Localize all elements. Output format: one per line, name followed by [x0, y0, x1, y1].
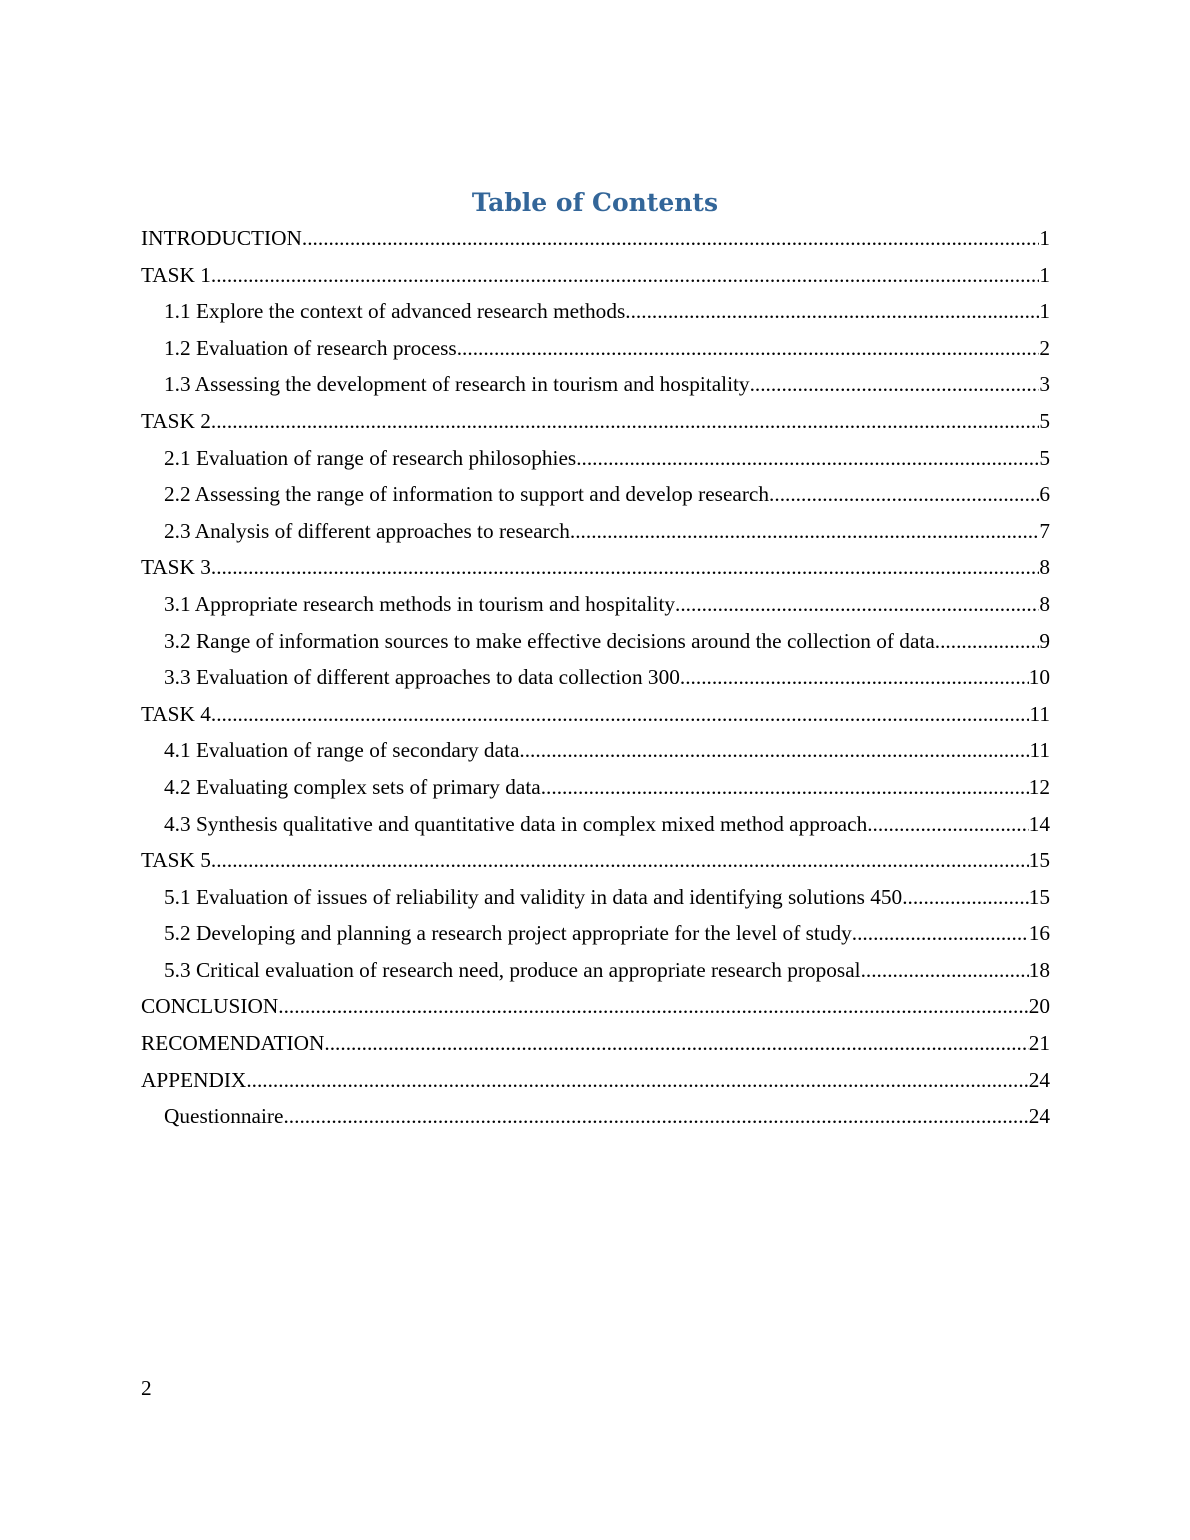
toc-entry-page-number: 21	[1028, 1031, 1050, 1056]
toc-entry-subsection[interactable]	[141, 476, 1050, 513]
toc-entry-label: 4.3 Synthesis qualitative and quantitative data in complex mixed method approach	[164, 811, 868, 836]
toc-entry-page-number: 24	[1028, 1104, 1050, 1129]
toc-dot-leader	[541, 769, 1029, 806]
toc-entry-subsection[interactable]	[141, 952, 1050, 989]
toc-entry-label: 4.1 Evaluation of range of secondary data	[164, 738, 520, 763]
toc-entry-section[interactable]	[141, 257, 1050, 294]
toc-entry-subsection[interactable]	[141, 879, 1050, 916]
toc-entry-page-number: 15	[1028, 884, 1050, 909]
toc-entry-label: 5.3 Critical evaluation of research need, produce an appropriate research proposal	[164, 957, 861, 982]
toc-dot-leader	[867, 806, 1028, 843]
toc-entry-page-number: 10	[1028, 665, 1050, 690]
toc-dot-leader	[576, 440, 1039, 477]
toc-entry-subsection[interactable]	[141, 293, 1050, 330]
toc-entry-subsection[interactable]	[141, 366, 1050, 403]
toc-dot-leader	[283, 1098, 1028, 1135]
toc-dot-leader	[675, 586, 1039, 623]
toc-entry-section[interactable]	[141, 696, 1050, 733]
toc-entry-label: 2.1 Evaluation of range of research philosophies	[164, 445, 577, 470]
toc-dot-leader	[211, 696, 1030, 733]
toc-entry-page-number: 1	[1039, 226, 1050, 250]
toc-dot-leader	[211, 257, 1039, 294]
toc-entry-page-number: 18	[1028, 957, 1050, 982]
toc-entry-label: TASK 3	[141, 555, 211, 580]
toc-entry-page-number: 16	[1028, 921, 1050, 946]
toc-dot-leader	[935, 623, 1040, 660]
toc-entry-label: 5.1 Evaluation of issues of reliability and validity in data and identifying solutions 450	[164, 884, 903, 909]
toc-dot-leader	[211, 549, 1039, 586]
toc-entry-page-number: 20	[1028, 994, 1050, 1019]
toc-entry-section[interactable]	[141, 549, 1050, 586]
toc-entry-page-number: 15	[1028, 848, 1050, 873]
toc-entry-label: APPENDIX	[141, 1067, 247, 1092]
toc-dot-leader	[902, 879, 1029, 916]
toc-entry-page-number: 24	[1028, 1067, 1050, 1092]
toc-entry-page-number: 8	[1039, 555, 1050, 580]
toc-entry-label: 1.2 Evaluation of research process	[164, 335, 457, 360]
toc-entry-subsection[interactable]	[141, 659, 1050, 696]
toc-entry-label: TASK 4	[141, 701, 211, 726]
toc-entry-page-number: 2	[1039, 335, 1050, 360]
toc-entry-label: 3.2 Range of information sources to make effective decisions around the collection of data	[164, 628, 935, 653]
toc-dot-leader	[211, 842, 1029, 879]
toc-entry-page-number: 5	[1039, 408, 1050, 433]
toc-dot-leader	[625, 293, 1039, 330]
toc-entry-page-number: 5	[1039, 445, 1050, 470]
toc-dot-leader	[769, 476, 1039, 513]
toc-entry-label: TASK 1	[141, 262, 211, 287]
toc-dot-leader	[570, 513, 1039, 550]
toc-entry-subsection[interactable]	[141, 915, 1050, 952]
toc-entry-page-number: 7	[1039, 518, 1050, 543]
toc-entry-label: 1.3 Assessing the development of research in tourism and hospitality	[164, 372, 750, 397]
toc-dot-leader	[302, 220, 1039, 257]
toc-entry-label: 2.2 Assessing the range of information to support and develop research	[164, 482, 770, 507]
toc-entry-page-number: 9	[1039, 628, 1050, 653]
toc-entry-page-number: 6	[1039, 482, 1050, 507]
toc-entry-subsection[interactable]	[141, 623, 1050, 660]
toc-dot-leader	[750, 366, 1040, 403]
toc-dot-leader	[861, 952, 1029, 989]
toc-entry-label: CONCLUSION	[141, 994, 279, 1019]
toc-dot-leader	[324, 1025, 1028, 1062]
toc-entry-section[interactable]	[141, 220, 1050, 257]
toc-entry-label: 3.3 Evaluation of different approaches to data collection 300	[164, 665, 680, 690]
toc-entry-label: Questionnaire	[164, 1104, 284, 1129]
toc-entry-page-number: 3	[1039, 372, 1050, 397]
toc-entry-section[interactable]	[141, 403, 1050, 440]
toc-entry-subsection[interactable]	[141, 330, 1050, 367]
toc-entry-page-number: 14	[1028, 811, 1050, 836]
toc-entry-page-number: 8	[1039, 591, 1050, 616]
toc-dot-leader	[680, 659, 1029, 696]
toc-entry-label: RECOMENDATION	[141, 1031, 325, 1056]
toc-entry-subsection[interactable]	[141, 732, 1050, 769]
toc-entry-subsection[interactable]	[141, 806, 1050, 843]
toc-entry-label: TASK 2	[141, 408, 211, 433]
toc-heading: Table of Contents	[471, 188, 719, 217]
table-of-contents	[141, 220, 1050, 1135]
toc-entry-page-number: 1	[1039, 299, 1050, 324]
toc-entry-label: 2.3 Analysis of different approaches to research	[164, 518, 570, 543]
toc-entry-page-number: 11	[1029, 701, 1050, 726]
toc-entry-section[interactable]	[141, 1025, 1050, 1062]
toc-entry-label: 1.1 Explore the context of advanced research methods	[164, 299, 626, 324]
toc-entry-subsection[interactable]	[141, 586, 1050, 623]
toc-entry-label: 3.1 Appropriate research methods in tourism and hospitality	[164, 591, 676, 616]
toc-entry-section[interactable]	[141, 1062, 1050, 1099]
toc-dot-leader	[457, 330, 1040, 367]
toc-entry-section[interactable]	[141, 842, 1050, 879]
page-number: 2	[141, 1376, 152, 1400]
toc-entry-page-number: 12	[1028, 774, 1050, 799]
toc-entry-label: 5.2 Developing and planning a research project appropriate for the level of study	[164, 921, 852, 946]
toc-dot-leader	[519, 732, 1029, 769]
toc-entry-subsection[interactable]	[141, 769, 1050, 806]
toc-entry-page-number: 1	[1039, 262, 1050, 287]
toc-entry-label: INTRODUCTION	[141, 226, 302, 250]
toc-dot-leader	[278, 988, 1028, 1025]
toc-entry-subsection[interactable]	[141, 1098, 1050, 1135]
toc-dot-leader	[211, 403, 1039, 440]
toc-dot-leader	[852, 915, 1029, 952]
toc-entry-section[interactable]	[141, 988, 1050, 1025]
toc-dot-leader	[246, 1062, 1028, 1099]
toc-entry-subsection[interactable]	[141, 513, 1050, 550]
toc-entry-subsection[interactable]	[141, 440, 1050, 477]
toc-entry-label: TASK 5	[141, 848, 211, 873]
toc-entry-page-number: 11	[1029, 738, 1050, 763]
toc-entry-label: 4.2 Evaluating complex sets of primary data	[164, 774, 541, 799]
